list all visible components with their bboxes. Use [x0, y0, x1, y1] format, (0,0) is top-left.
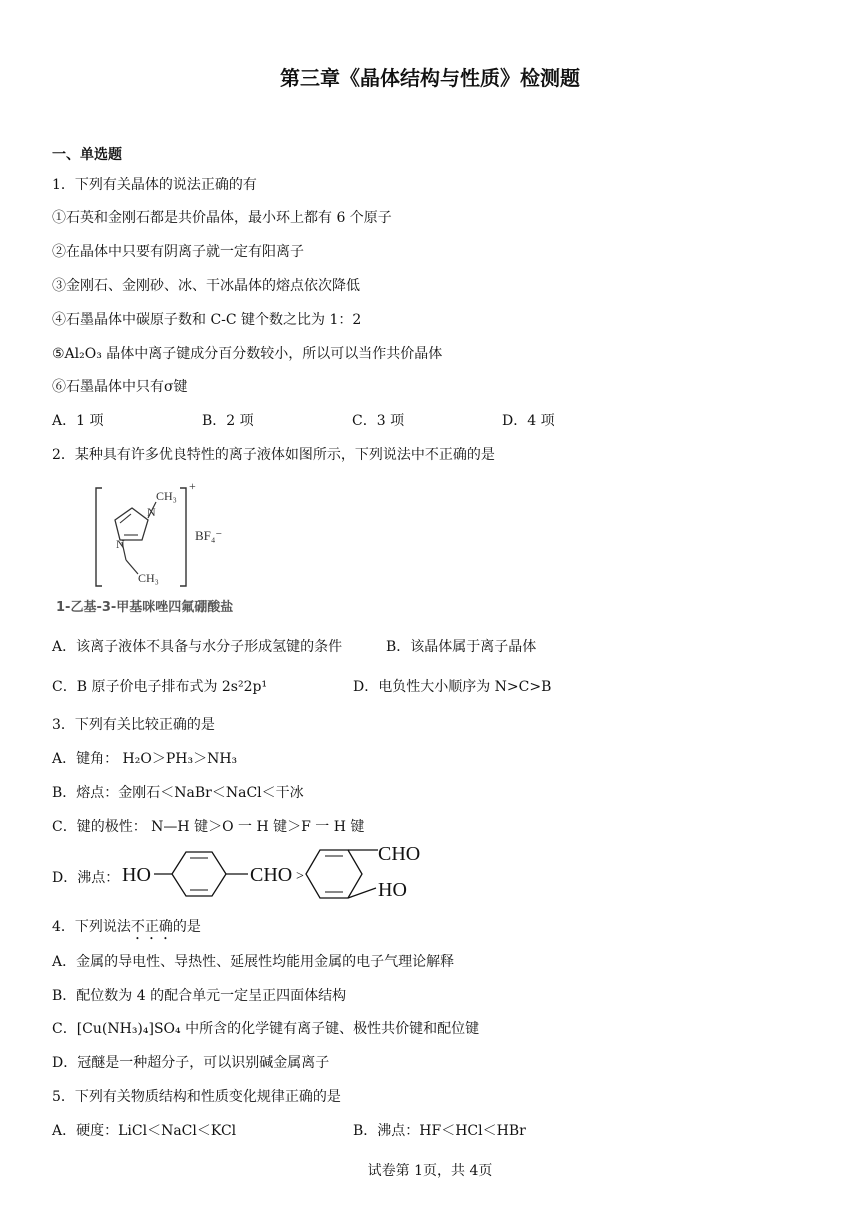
q4-stem-before: 4．下列说法 — [52, 919, 131, 935]
q5-option-a[interactable]: A．硬度：LiCl＜NaCl＜KCl — [52, 1123, 237, 1139]
q3-option-c[interactable]: C．键的极性： N—H 键＞O 一 H 键＞F 一 H 键 — [52, 819, 365, 835]
boiling-point-structures — [120, 838, 440, 904]
q3-option-b[interactable]: B．熔点：金刚石＜NaBr＜NaCl＜干冰 — [52, 785, 304, 801]
question-2-stem: 2．某种具有许多优良特性的离子液体如图所示，下列说法中不正确的是 — [52, 447, 495, 463]
n3-label: N — [147, 505, 156, 519]
q1-item-3: ③金刚石、金刚砂、冰、干冰晶体的熔点依次降低 — [52, 278, 360, 294]
q2-option-a[interactable]: A．该离子液体不具备与水分子形成氢键的条件 — [52, 639, 343, 655]
section-heading: 一、单选题 — [52, 147, 122, 163]
q4-option-c[interactable]: C．[Cu(NH₃)₄]SO₄ 中所含的化学键有离子键、极性共价键和配位键 — [52, 1021, 480, 1037]
q4-option-a[interactable]: A．金属的导电性、导热性、延展性均能用金属的电子气理论解释 — [52, 954, 455, 970]
question-5-stem: 5．下列有关物质结构和性质变化规律正确的是 — [52, 1089, 341, 1105]
q1-option-b[interactable]: B．2 项 — [202, 413, 254, 429]
q3-option-d[interactable]: D．沸点： — [52, 870, 120, 886]
left-ho-label: HO — [122, 864, 151, 886]
ionic-liquid-structure — [52, 478, 242, 608]
compare-sign: > — [296, 869, 304, 884]
question-1-stem: 1．下列有关晶体的说法正确的有 — [52, 177, 257, 193]
q1-item-2: ②在晶体中只要有阴离子就一定有阳离子 — [52, 244, 304, 260]
q2-option-b[interactable]: B．该晶体属于离子晶体 — [386, 639, 537, 655]
q1-item-1: ①石英和金刚石都是共价晶体，最小环上都有 6 个原子 — [52, 210, 392, 226]
q4-stem-emphasis: 不正确 — [130, 919, 173, 935]
q1-option-d[interactable]: D．4 项 — [502, 413, 555, 429]
n1-label: N — [116, 537, 125, 551]
question-4-stem — [52, 916, 201, 943]
page-title: 第三章《晶体结构与性质》检测题 — [280, 66, 580, 90]
mid-cho-label: CHO — [250, 864, 293, 886]
right-ho-label: HO — [378, 879, 407, 901]
q1-item-5: ⑤Al₂O₃ 晶体中离子键成分百分数较小，所以可以当作共价晶体 — [52, 346, 443, 362]
q3-option-a[interactable]: A．键角： H₂O＞PH₃＞NH₃ — [52, 751, 238, 767]
q4-option-b[interactable]: B．配位数为 4 的配合单元一定呈正四面体结构 — [52, 988, 347, 1004]
q1-option-a[interactable]: A．1 项 — [52, 413, 104, 429]
cation-charge: + — [189, 479, 196, 493]
q1-item-4: ④石墨晶体中碳原子数和 C-C 键个数之比为 1：2 — [52, 312, 362, 328]
question-3-stem: 3．下列有关比较正确的是 — [52, 717, 215, 733]
methyl-label: CH₃ — [156, 489, 177, 503]
ethyl-methyl-label: CH₃ — [138, 571, 159, 585]
right-cho-label: CHO — [378, 843, 421, 865]
q1-item-6: ⑥石墨晶体中只有σ键 — [52, 379, 188, 395]
q1-option-c[interactable]: C．3 项 — [352, 413, 405, 429]
structure-caption: 1-乙基-3-甲基咪唑四氟硼酸盐 — [56, 600, 234, 615]
anion-label: BF₄⁻ — [195, 528, 223, 543]
page-footer: 试卷第 1页，共 4页 — [367, 1163, 493, 1179]
q2-option-c[interactable]: C．B 原子价电子排布式为 2s²2p¹ — [52, 679, 268, 695]
q2-option-d[interactable]: D．电负性大小顺序为 N>C>B — [353, 679, 552, 695]
q5-option-b[interactable]: B．沸点：HF＜HCl＜HBr — [353, 1123, 526, 1139]
q4-stem-after: 的是 — [172, 919, 201, 935]
q4-option-d[interactable]: D．冠醚是一种超分子，可以识别碱金属离子 — [52, 1055, 330, 1071]
